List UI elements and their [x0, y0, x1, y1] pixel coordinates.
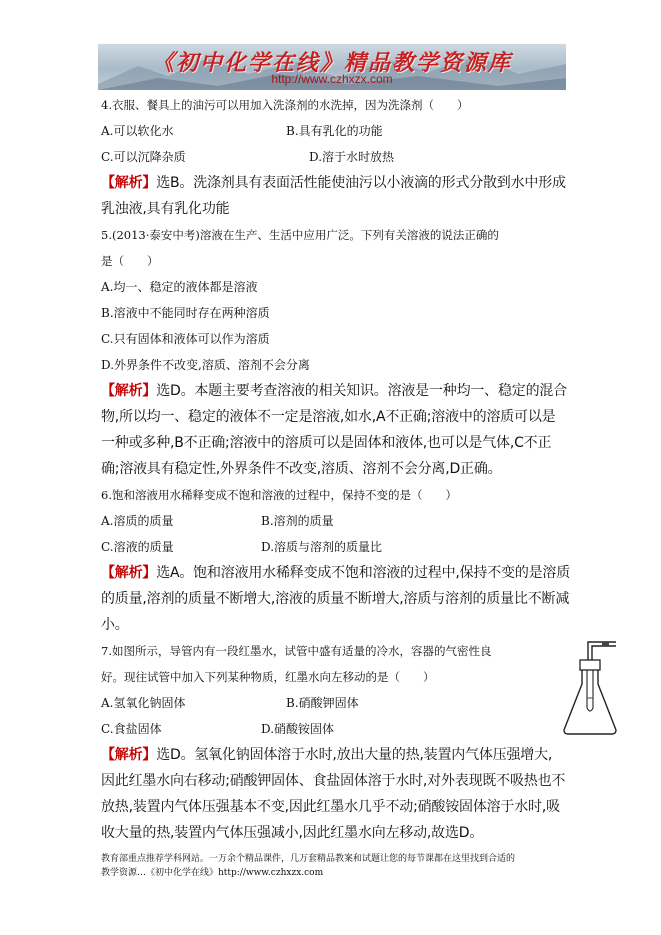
answer-tag: 【解析】: [101, 747, 157, 763]
q4-stem: 4.衣服、餐具上的油污可以用加入洗涤剂的水洗掉，因为洗涤剂（ ）: [101, 98, 469, 112]
q6-answer-line1: 【解析】选A。饱和溶液用水稀释变成不饱和溶液的过程中,保持不变的是溶质: [101, 565, 571, 581]
q5-option-a: A.均一、稳定的液体都是溶液: [101, 280, 258, 294]
q6-stem: 6.饱和溶液用水稀释变成不饱和溶液的过程中，保持不变的是（ ）: [101, 488, 457, 502]
q4-option-d: D.溶于水时放热: [309, 150, 395, 164]
q6-option-b: B.溶剂的质量: [261, 514, 334, 528]
q7-option-a: A.氢氧化钠固体: [101, 696, 186, 710]
q7-answer-line4: 收大量的热,装置内气体压强减小,因此红墨水向左移动,故选D。: [101, 825, 484, 841]
q4-answer-line2: 乳浊液,具有乳化功能: [101, 201, 230, 217]
q6-answer-line3: 小。: [101, 617, 129, 633]
q7-options-row1: [101, 690, 589, 716]
banner-title: 《初中化学在线》精品教学资源库: [151, 50, 512, 76]
flask-apparatus-icon: [560, 638, 620, 738]
q5-stem-line1: 5.(2013·泰安中考)溶液在生产、生活中应用广泛。下列有关溶液的说法正确的: [101, 228, 499, 242]
q5-answer-line4: 确;溶液具有稳定性,外界条件不改变,溶质、溶剂不会分离,D正确。: [101, 461, 502, 477]
q5-option-c: C.只有固体和液体可以作为溶质: [101, 332, 270, 346]
document-body: [101, 92, 589, 846]
q4-option-b: B.具有乳化的功能: [286, 124, 383, 138]
q6-option-a: A.溶质的质量: [101, 514, 174, 528]
q7-option-d: D.硝酸铵固体: [261, 722, 335, 736]
header-banner: [98, 44, 566, 90]
q5-option-d: D.外界条件不改变,溶质、溶剂不会分离: [101, 358, 310, 372]
q6-answer-line2: 的质量,溶剂的质量不断增大,溶液的质量不断增大,溶质与溶剂的质量比不断减: [101, 591, 570, 607]
answer-tag: 【解析】: [101, 175, 157, 191]
q7-option-c: C.食盐固体: [101, 722, 162, 736]
q6-options-row2: [101, 534, 589, 560]
q5-option-b: B.溶液中不能同时存在两种溶质: [101, 306, 270, 320]
banner-url[interactable]: http://www.czhxzx.com: [271, 72, 393, 86]
page-footer: [101, 852, 571, 880]
q7-answer-line3: 放热,装置内气体压强基本不变,因此红墨水几乎不动;硝酸铵固体溶于水时,吸: [101, 799, 560, 815]
q6-options-row1: [101, 508, 589, 534]
q7-stem-line2: 好。现往试管中加入下列某种物质，红墨水向左移动的是（ ）: [101, 670, 435, 684]
q4-option-c: C.可以沉降杂质: [101, 150, 186, 164]
q4-answer-line1: 【解析】选B。洗涤剂具有表面活性能使油污以小液滴的形式分散到水中形成: [101, 175, 566, 191]
answer-tag: 【解析】: [101, 383, 157, 399]
q7-answer-line2: 因此红墨水向右移动;硝酸钾固体、食盐固体溶于水时,对外表现既不吸热也不: [101, 773, 566, 789]
answer-tag: 【解析】: [101, 565, 157, 581]
q5-answer-line2: 物,所以均一、稳定的液体不一定是溶液,如水,A不正确;溶液中的溶质可以是: [101, 409, 556, 425]
q4-options-row2: [101, 144, 589, 170]
q7-stem-line1: 7.如图所示，导管内有一段红墨水，试管中盛有适量的冷水，容器的气密性良: [101, 644, 492, 658]
q4-option-a: A.可以软化水: [101, 124, 174, 138]
q5-answer-line3: 一种或多种,B不正确;溶液中的溶质可以是固体和液体,也可以是气体,C不正: [101, 435, 552, 451]
q6-option-c: C.溶液的质量: [101, 540, 174, 554]
q4-options-row1: [101, 118, 589, 144]
footer-line2: 教学资源…《初中化学在线》http://www.czhxzx.com: [101, 868, 324, 878]
q7-option-b: B.硝酸钾固体: [286, 696, 359, 710]
q5-answer-line1: 【解析】选D。本题主要考查溶液的相关知识。溶液是一种均一、稳定的混合: [101, 383, 567, 399]
footer-line1: 教育部重点推荐学科网站。一万余个精品课件，几万套精品教案和试题让您的每节课都在这里找到合适的: [101, 854, 516, 864]
q7-options-row2: [101, 716, 589, 742]
q7-answer-line1: 【解析】选D。氢氧化钠固体溶于水时,放出大量的热,装置内气体压强增大,: [101, 747, 553, 763]
q5-stem-line2: 是（ ）: [101, 254, 159, 268]
q6-option-d: D.溶质与溶剂的质量比: [261, 540, 383, 554]
